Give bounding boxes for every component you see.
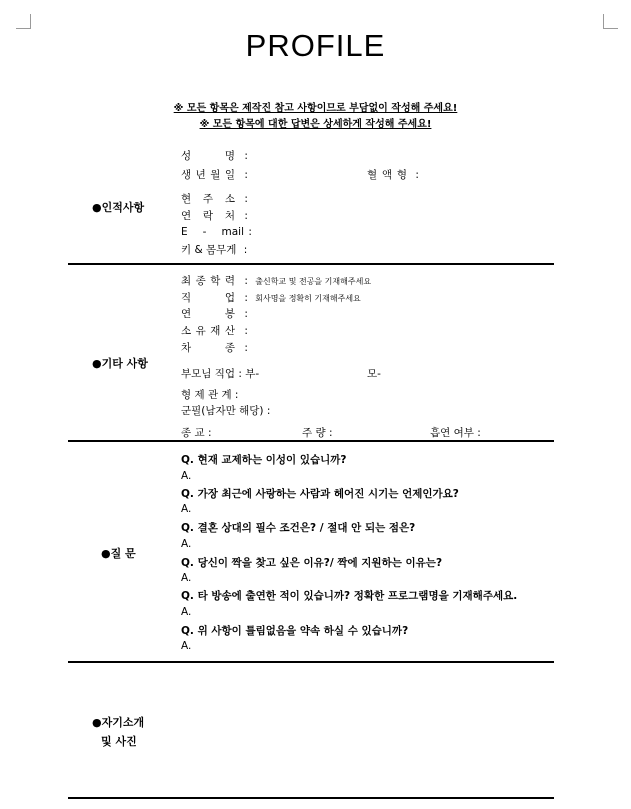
question-1: Q. 현재 교제하는 이성이 있습니까? [181,454,347,466]
answer-field[interactable]: A. [181,538,192,550]
intro-photo-area[interactable] [181,670,551,792]
field-name[interactable]: 성 명 : [181,150,248,162]
answer-field[interactable]: A. [181,640,192,652]
field-label: E - mail [181,226,244,238]
page-title: PROFILE [245,28,386,63]
field-label: 성 명 [181,150,235,162]
question-2: Q. 가장 최근에 사랑하는 사람과 헤어진 시기는 언제인가요? [181,488,459,500]
section-divider [68,440,554,442]
answer-field[interactable]: A. [181,470,192,482]
page-corner-mark [16,14,31,29]
section-header-intro: ●자기소개 [92,716,145,729]
field-hint: 회사명을 정확히 기재해주세요 [255,294,361,303]
section-header-questions: ●질 문 [101,547,136,560]
field-height-weight[interactable]: 키 & 몸무게 : [181,244,248,256]
page-corner-mark [603,14,618,29]
section-header-other: ●기타 사항 [92,357,148,370]
section-divider [68,797,554,799]
field-siblings[interactable]: 형 제 관 계 : [181,389,239,401]
field-blood-type[interactable]: 혈 액 형 : [367,169,419,181]
field-contact[interactable]: 연 락 처 : [181,210,248,222]
field-smoking[interactable]: 흡연 여부 : [430,427,481,439]
section-divider [68,263,554,265]
section-divider [68,661,554,663]
field-label: 차 종 [181,342,235,354]
notice-line: ※ 모든 항목은 제작진 참고 사항이므로 부담없이 작성해 주세요! [173,103,458,114]
field-hint: 출신학교 및 전공을 기재해주세요 [255,277,372,286]
field-label: 현 주 소 [181,193,235,205]
notice-line: ※ 모든 항목에 대한 답변은 상세하게 작성해 주세요! [199,119,432,130]
field-label: 혈 액 형 [367,169,407,181]
answer-field[interactable]: A. [181,503,192,515]
field-parents-job[interactable]: 부모님 직업 : 부- [181,368,260,380]
section-header-intro-sub: 및 사진 [101,735,137,748]
question-4: Q. 당신이 짝을 찾고 싶은 이유?/ 짝에 지원하는 이유는? [181,557,443,569]
field-label: 소 유 재 산 [181,325,235,337]
question-3: Q. 결혼 상대의 필수 조건은? / 절대 안 되는 점은? [181,522,416,534]
field-job[interactable]: 직 업 : 회사명을 정확히 기재해주세요 [181,292,361,304]
field-email[interactable]: E - mail : [181,226,252,238]
field-military[interactable]: 군필(남자만 해당) : [181,405,271,417]
section-header-personal: ●인적사항 [92,201,145,214]
field-label: 연 락 처 [181,210,235,222]
field-label: 최 종 학 력 [181,275,235,287]
field-drinking[interactable]: 주 량 : [302,427,333,439]
field-religion[interactable]: 종 교 : [181,427,212,439]
field-salary[interactable]: 연 봉 : [181,308,248,320]
field-mother-job[interactable]: 모- [367,368,381,380]
answer-field[interactable]: A. [181,572,192,584]
field-education[interactable]: 최 종 학 력 : 출신학교 및 전공을 기재해주세요 [181,275,372,287]
answer-field[interactable]: A. [181,606,192,618]
field-car[interactable]: 차 종 : [181,342,248,354]
question-6: Q. 위 사항이 틀림없음을 약속 하실 수 있습니까? [181,625,409,637]
field-label: 연 봉 [181,308,235,320]
field-birthdate[interactable]: 생 년 월 일 : [181,169,248,181]
field-assets[interactable]: 소 유 재 산 : [181,325,248,337]
field-label: 직 업 [181,292,235,304]
field-label: 생 년 월 일 [181,169,235,181]
field-label: 키 & 몸무게 [181,244,237,256]
field-address[interactable]: 현 주 소 : [181,193,248,205]
question-5: Q. 타 방송에 출연한 적이 있습니까? 정확한 프로그램명을 기재해주세요. [181,590,518,602]
